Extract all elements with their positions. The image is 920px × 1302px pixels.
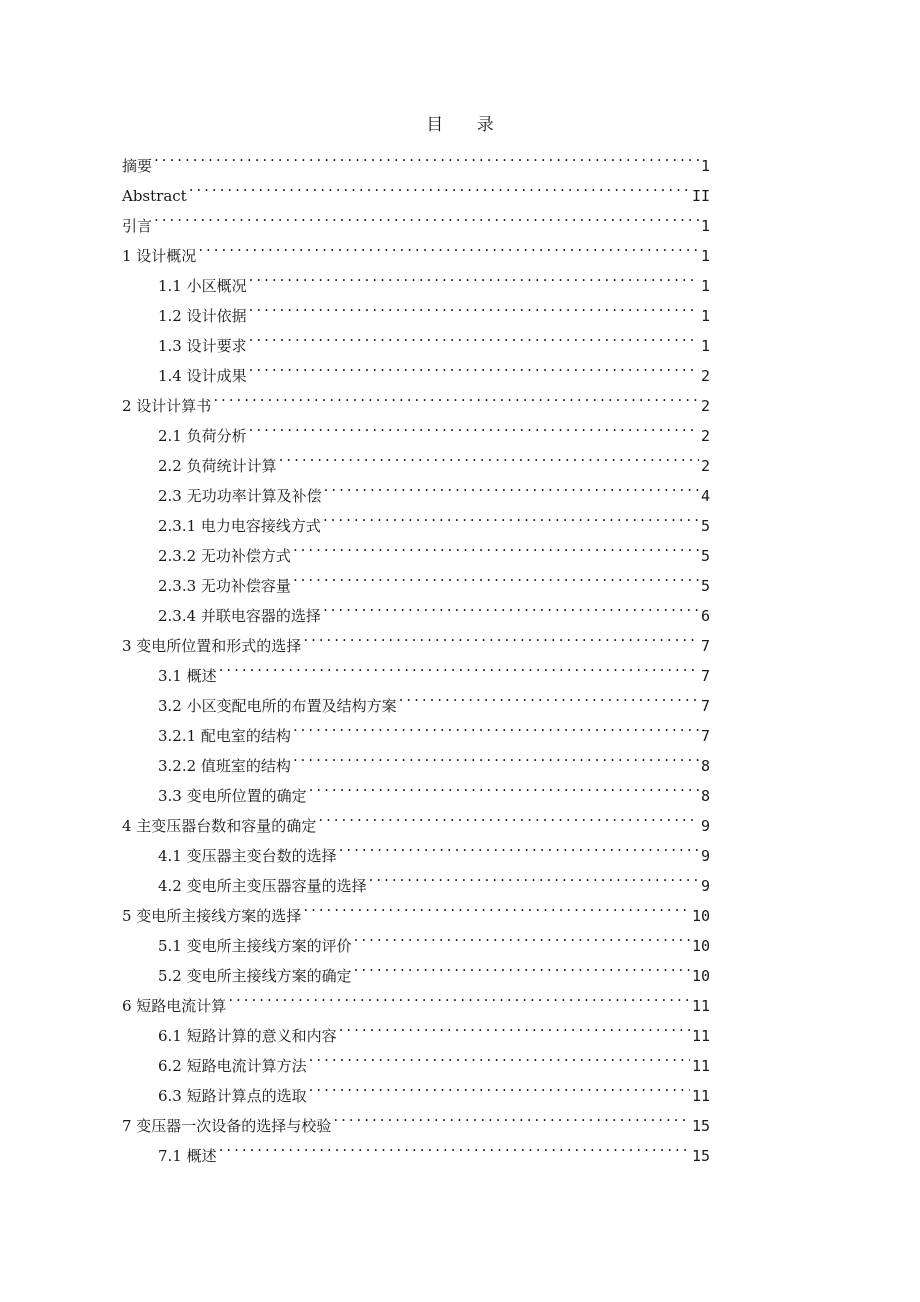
toc-dot-leader: [318, 801, 699, 831]
toc-entry-label: 2.3 无功功率计算及补偿: [158, 487, 322, 505]
toc-dot-leader: [339, 1011, 690, 1041]
toc-dot-leader: [213, 381, 699, 411]
toc-entry-label: 4.2 变电所主变压器容量的选择: [158, 877, 367, 895]
toc-dot-leader: [228, 981, 690, 1011]
toc-entry-label: Abstract: [122, 187, 187, 205]
toc-entry-page-number: 15: [691, 1147, 710, 1165]
toc-dot-leader: [303, 621, 699, 651]
toc-entry: [122, 201, 710, 235]
toc-dot-leader: [293, 531, 699, 561]
toc-dot-leader: [249, 351, 699, 381]
toc-dot-leader: [339, 831, 699, 861]
toc-dot-leader: [249, 261, 699, 291]
toc-dot-leader: [323, 591, 699, 621]
toc-entry: [122, 141, 710, 175]
toc-entry-page-number: 10: [691, 937, 710, 955]
toc-dot-leader: [249, 291, 699, 321]
toc-entry-page-number: 7: [700, 637, 710, 655]
toc-dot-leader: [293, 711, 699, 741]
toc-entry-page-number: 1: [700, 247, 710, 265]
toc-entry-page-number: 11: [691, 1087, 710, 1105]
toc-entry-label: 2.3.3 无功补偿容量: [158, 577, 291, 595]
toc-entry-label: 7 变压器一次设备的选择与校验: [122, 1117, 332, 1135]
toc-entry-page-number: 2: [700, 367, 710, 385]
toc-entry: [122, 261, 710, 295]
toc-dot-leader: [154, 201, 699, 231]
toc-entry-page-number: 1: [700, 217, 710, 235]
toc-entry-page-number: 7: [700, 667, 710, 685]
toc-entry-label: 4.1 变压器主变台数的选择: [158, 847, 337, 865]
toc-dot-leader: [399, 681, 699, 711]
toc-entry-page-number: 11: [691, 1027, 710, 1045]
toc-dot-leader: [309, 1071, 690, 1101]
toc-dot-leader: [249, 321, 699, 351]
toc-entry-page-number: 5: [700, 517, 710, 535]
toc-entry-label: 引言: [122, 217, 153, 235]
toc-dot-leader: [354, 951, 690, 981]
toc-entry-label: 3.2 小区变配电所的布置及结构方案: [158, 697, 397, 715]
toc-dot-leader: [189, 171, 690, 201]
toc-entry-page-number: 2: [700, 397, 710, 415]
toc-entry-page-number: 1: [700, 277, 710, 295]
toc-entry-label: 6.1 短路计算的意义和内容: [158, 1027, 337, 1045]
toc-dot-leader: [219, 1131, 690, 1161]
toc-entry-label: 2.1 负荷分析: [158, 427, 247, 445]
toc-entry-label: 摘要: [122, 157, 153, 175]
toc-entry-page-number: 11: [691, 997, 710, 1015]
toc-dot-leader: [219, 651, 699, 681]
toc-entry-label: 1.3 设计要求: [158, 337, 247, 355]
toc-entry: [122, 231, 710, 265]
toc-entry-label: 3.1 概述: [158, 667, 217, 685]
toc-entry-label: 6.3 短路计算点的选取: [158, 1087, 307, 1105]
toc-dot-leader: [354, 921, 690, 951]
toc-entry-label: 3.2.2 值班室的结构: [158, 757, 291, 775]
toc-entry-label: 2 设计计算书: [122, 397, 212, 415]
toc-entry-page-number: 6: [700, 607, 710, 625]
toc-entry-page-number: 10: [691, 967, 710, 985]
toc-entry-page-number: 2: [700, 427, 710, 445]
toc-dot-leader: [324, 471, 699, 501]
toc-entry-page-number: 15: [691, 1117, 710, 1135]
toc-entry-page-number: 7: [700, 697, 710, 715]
toc-entry-label: 3.2.1 配电室的结构: [158, 727, 291, 745]
toc-entry-page-number: 10: [691, 907, 710, 925]
toc-entry-label: 3.3 变电所位置的确定: [158, 787, 307, 805]
toc-entry-label: 5.1 变电所主接线方案的评价: [158, 937, 352, 955]
toc-entry-label: 2.2 负荷统计计算: [158, 457, 277, 475]
toc-entry-page-number: 9: [700, 817, 710, 835]
toc-dot-leader: [293, 561, 699, 591]
toc-entry-page-number: 9: [700, 847, 710, 865]
toc-dot-leader: [154, 141, 699, 171]
toc-list: [122, 141, 710, 1165]
toc-entry-page-number: 7: [700, 727, 710, 745]
toc-entry-label: 6 短路电流计算: [122, 997, 227, 1015]
toc-entry-page-number: 9: [700, 877, 710, 895]
toc-dot-leader: [279, 441, 699, 471]
toc-entry-label: 1 设计概况: [122, 247, 197, 265]
toc-entry-page-number: 1: [700, 337, 710, 355]
toc-entry-label: 2.3.1 电力电容接线方式: [158, 517, 321, 535]
toc-entry-page-number: 5: [700, 547, 710, 565]
toc-entry-label: 4 主变压器台数和容量的确定: [122, 817, 317, 835]
toc-entry-label: 1.2 设计依据: [158, 307, 247, 325]
toc-entry: [122, 171, 710, 205]
toc-entry-page-number: II: [691, 187, 710, 205]
toc-dot-leader: [303, 891, 690, 921]
toc-dot-leader: [198, 231, 699, 261]
toc-title: 目 录: [426, 115, 508, 135]
toc-entry-page-number: 11: [691, 1057, 710, 1075]
toc-entry-label: 7.1 概述: [158, 1147, 217, 1165]
toc-entry-label: 6.2 短路电流计算方法: [158, 1057, 307, 1075]
toc-dot-leader: [369, 861, 699, 891]
toc-entry-label: 5.2 变电所主接线方案的确定: [158, 967, 352, 985]
toc-entry-label: 5 变电所主接线方案的选择: [122, 907, 302, 925]
toc-dot-leader: [293, 741, 699, 771]
toc-entry-page-number: 8: [700, 787, 710, 805]
toc-entry-label: 1.4 设计成果: [158, 367, 247, 385]
toc-entry-page-number: 2: [700, 457, 710, 475]
toc-entry-page-number: 4: [700, 487, 710, 505]
toc-dot-leader: [333, 1101, 690, 1131]
toc-entry-page-number: 1: [700, 157, 710, 175]
toc-entry-label: 2.3.4 并联电容器的选择: [158, 607, 321, 625]
toc-entry-label: 2.3.2 无功补偿方式: [158, 547, 291, 565]
toc-dot-leader: [323, 501, 699, 531]
toc-entry-page-number: 5: [700, 577, 710, 595]
toc-entry-label: 1.1 小区概况: [158, 277, 247, 295]
toc-dot-leader: [309, 1041, 690, 1071]
toc-dot-leader: [309, 771, 699, 801]
toc-dot-leader: [249, 411, 699, 441]
toc-entry-page-number: 1: [700, 307, 710, 325]
toc-entry-page-number: 8: [700, 757, 710, 775]
toc-entry-label: 3 变电所位置和形式的选择: [122, 637, 302, 655]
